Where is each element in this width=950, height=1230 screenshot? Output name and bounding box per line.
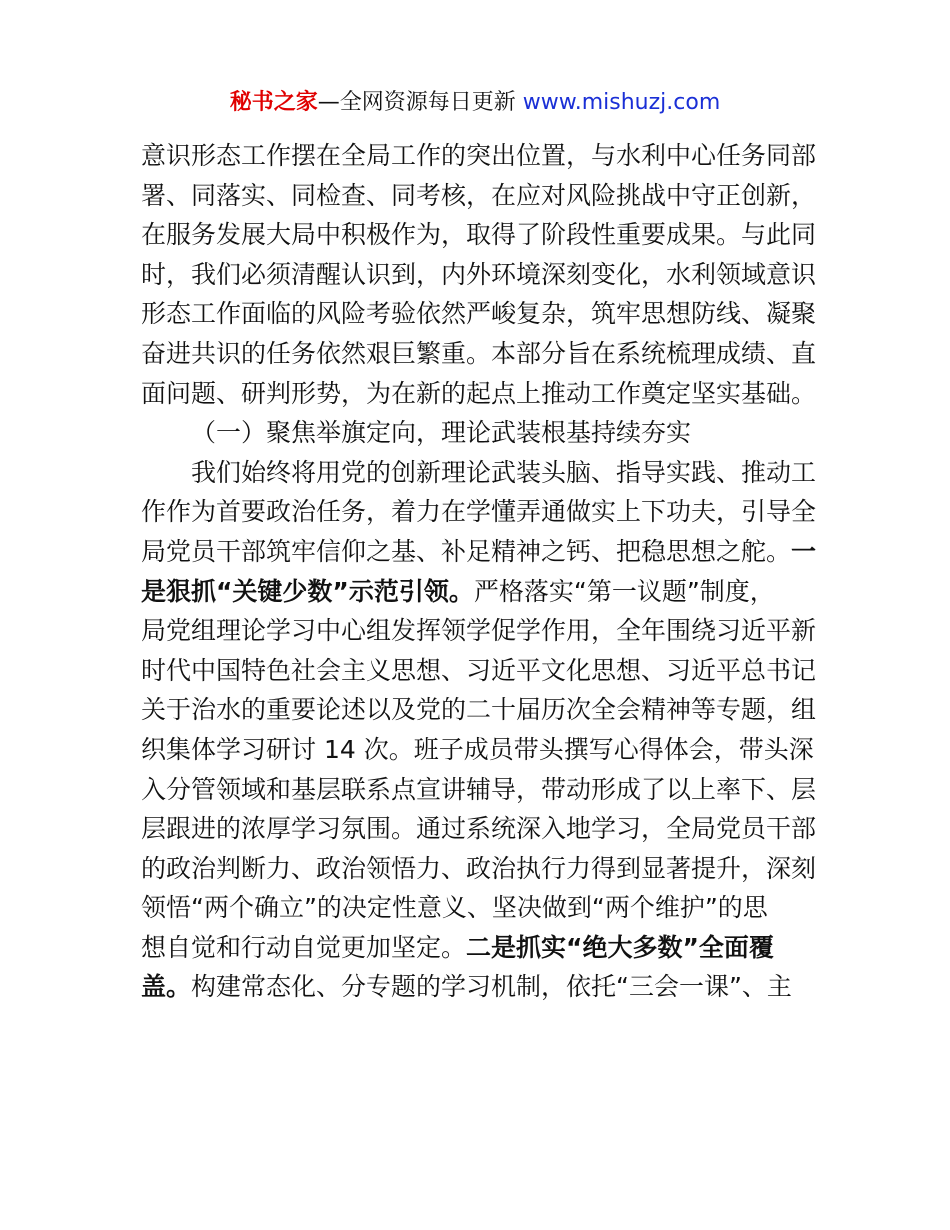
bold-point-title: 是狠抓“关键少数”示范引领。: [141, 576, 474, 606]
paragraph-line: 在服务发展大局中积极作为，取得了阶段性重要成果。与此同: [141, 220, 817, 250]
paragraph-line: 局党组理论学习中心组发挥领学促学作用，全年围绕习近平新: [141, 616, 817, 646]
site-brand: 秘书之家: [229, 90, 318, 115]
line-text: 想自觉和行动自觉更加坚定。: [141, 932, 467, 962]
paragraph-line: [141, 928, 813, 968]
paragraph-line: 形态工作面临的风险考验依然严峻复杂，筑牢思想防线、凝聚: [141, 299, 817, 329]
paragraph-line: [141, 967, 813, 1007]
paragraph-line: 意识形态工作摆在全局工作的突出位置，与水利中心任务同部: [141, 141, 817, 170]
paragraph-line: [141, 532, 817, 572]
line-text: 构建常态化、分专题的学习机制，依托“三会一课”、主: [191, 972, 792, 1002]
paragraph-line: [141, 572, 813, 612]
site-tagline: —全网资源每日更新: [317, 90, 523, 115]
paragraph-line: 我们始终将用党的创新理论武装头脑、指导实践、推动工: [191, 457, 817, 487]
line-text: 局党员干部筑牢信仰之基、补足精神之钙、把稳思想之舵。: [141, 536, 792, 566]
bold-point-title-end: 盖。: [141, 972, 192, 1002]
paragraph-line: 奋进共识的任务依然艰巨繁重。本部分旨在系统梳理成绩、直: [141, 338, 817, 368]
paragraph-line: 入分管领域和基层联系点宣讲辅导，带动形成了以上率下、层: [141, 774, 817, 804]
paragraph-line: 署、同落实、同检查、同考核，在应对风险挑战中守正创新，: [141, 180, 817, 210]
paragraph-line: 时代中国特色社会主义思想、习近平文化思想、习近平总书记: [141, 655, 817, 685]
paragraph-line: 领悟“两个确立”的决定性意义、坚决做到“两个维护”的思: [141, 893, 768, 923]
paragraph-line: 面问题、研判形势，为在新的起点上推动工作奠定坚实基础。: [141, 378, 817, 408]
paragraph-line: 的政治判断力、政治领悟力、政治执行力得到显著提升，深刻: [141, 853, 817, 883]
site-url-link[interactable]: www.mishuzj.com: [522, 90, 721, 115]
document-body: [141, 136, 817, 1007]
paragraph-line: 关于治水的重要论述以及党的二十届历次全会精神等专题，组: [141, 695, 817, 725]
section-heading: （一）聚焦举旗定向，理论武装根基持续夯实: [191, 418, 692, 448]
line-text: 严格落实“第一议题”制度，: [473, 576, 775, 606]
paragraph-line: 时，我们必须清醒认识到，内外环境深刻变化，水利领域意识: [141, 259, 817, 289]
paragraph-line: 作作为首要政治任务，着力在学懂弄通做实上下功夫，引导全: [141, 497, 817, 527]
site-header-banner: [0, 86, 950, 120]
paragraph-line: 织集体学习研讨 14 次。班子成员带头撰写心得体会，带头深: [141, 734, 814, 764]
bold-point-lead: 一: [791, 536, 817, 566]
bold-point-title: 二是抓实“绝大多数”全面覆: [466, 932, 774, 962]
paragraph-line: 层跟进的浓厚学习氛围。通过系统深入地学习，全局党员干部: [141, 814, 817, 844]
